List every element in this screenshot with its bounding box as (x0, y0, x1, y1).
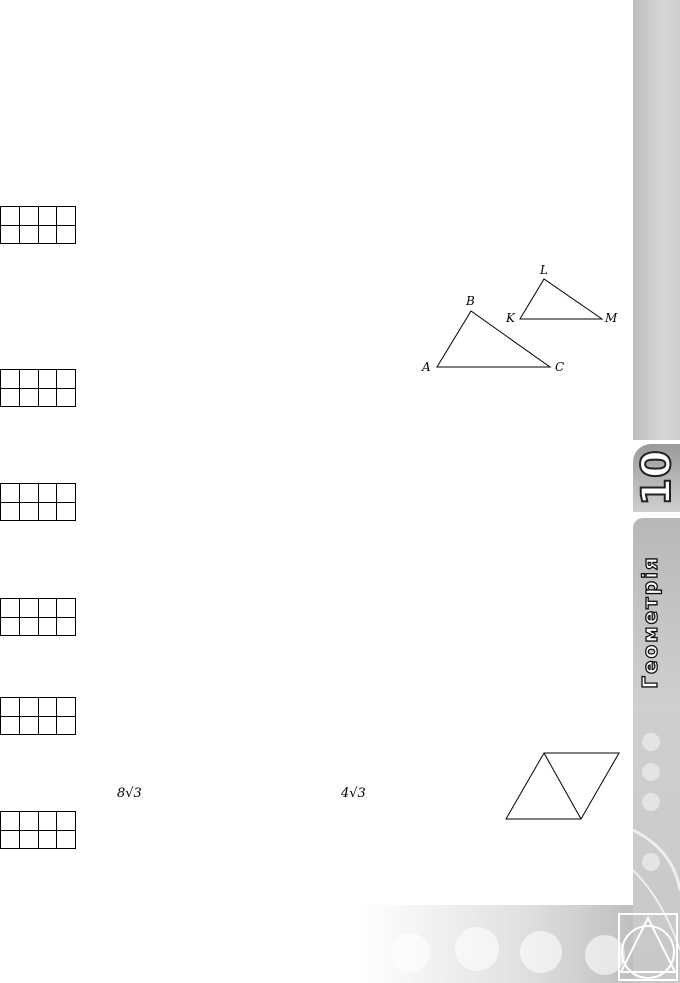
answer-cell[interactable] (39, 812, 58, 831)
answer-cell[interactable] (57, 484, 76, 503)
answer-cell[interactable] (1, 717, 20, 736)
answer-cell[interactable] (20, 207, 39, 226)
answer-cell[interactable] (39, 599, 58, 618)
bottom-decor-band (360, 905, 633, 983)
answer-cell[interactable] (57, 698, 76, 717)
answer-cell[interactable] (20, 831, 39, 850)
answer-cell[interactable] (1, 370, 20, 389)
answer-cell[interactable] (1, 207, 20, 226)
answer-cell[interactable] (1, 503, 20, 522)
label-l: L (540, 263, 548, 277)
answer-cell[interactable] (39, 389, 58, 408)
answer-cell[interactable] (20, 503, 39, 522)
answer-cell[interactable] (20, 812, 39, 831)
answer-cell[interactable] (57, 226, 76, 245)
answer-grid-4[interactable] (0, 598, 76, 636)
label-a: A (422, 360, 431, 374)
answer-cell[interactable] (57, 618, 76, 637)
answer-grid-5[interactable] (0, 697, 76, 735)
answer-grid-3[interactable] (0, 483, 76, 521)
answer-cell[interactable] (57, 370, 76, 389)
answer-cell[interactable] (39, 370, 58, 389)
answer-cell[interactable] (39, 484, 58, 503)
answer-cell[interactable] (57, 831, 76, 850)
decor-dot (642, 793, 660, 811)
answer-cell[interactable] (1, 698, 20, 717)
answer-cell[interactable] (39, 503, 58, 522)
label-c: C (555, 360, 565, 374)
answer-grid-2[interactable] (0, 369, 76, 407)
chapter-number: 10 (633, 450, 680, 506)
answer-cell[interactable] (57, 503, 76, 522)
answer-cell[interactable] (20, 484, 39, 503)
answer-cell[interactable] (20, 226, 39, 245)
rhombus-figure (504, 750, 622, 822)
answer-grid-6[interactable] (0, 811, 76, 849)
answer-grid-1[interactable] (0, 206, 76, 244)
decor-circle (520, 931, 562, 973)
answer-cell[interactable] (57, 812, 76, 831)
answer-cell[interactable] (20, 599, 39, 618)
decor-dot (642, 763, 660, 781)
label-k: K (506, 311, 515, 325)
answer-cell[interactable] (1, 389, 20, 408)
subject-label: Геометрія (638, 555, 662, 689)
answer-cell[interactable] (39, 698, 58, 717)
answer-cell[interactable] (20, 717, 39, 736)
triangles-figure (415, 258, 630, 378)
answer-cell[interactable] (20, 389, 39, 408)
geometry-emblem (615, 910, 680, 983)
option-left-value: 8√3 (117, 786, 142, 801)
option-right-value: 4√3 (341, 786, 366, 801)
answer-cell[interactable] (57, 207, 76, 226)
chapter-tab (633, 444, 680, 512)
decor-circle (455, 927, 499, 971)
answer-cell[interactable] (1, 226, 20, 245)
answer-cell[interactable] (39, 831, 58, 850)
label-b: B (466, 294, 475, 308)
answer-cell[interactable] (20, 618, 39, 637)
triangle-klm (520, 279, 602, 319)
answer-cell[interactable] (39, 226, 58, 245)
answer-cell[interactable] (57, 389, 76, 408)
answer-cell[interactable] (39, 207, 58, 226)
answer-cell[interactable] (1, 599, 20, 618)
answer-cell[interactable] (1, 484, 20, 503)
rhombus-diagonal (544, 753, 581, 819)
answer-cell[interactable] (57, 599, 76, 618)
answer-cell[interactable] (1, 812, 20, 831)
answer-cell[interactable] (39, 717, 58, 736)
answer-cell[interactable] (1, 618, 20, 637)
label-m: M (605, 311, 618, 325)
decor-dot (642, 733, 660, 751)
decor-circle (390, 933, 430, 973)
answer-cell[interactable] (20, 698, 39, 717)
sidebar-top (633, 0, 680, 440)
answer-cell[interactable] (20, 370, 39, 389)
answer-cell[interactable] (1, 831, 20, 850)
answer-cell[interactable] (39, 618, 58, 637)
answer-cell[interactable] (57, 717, 76, 736)
